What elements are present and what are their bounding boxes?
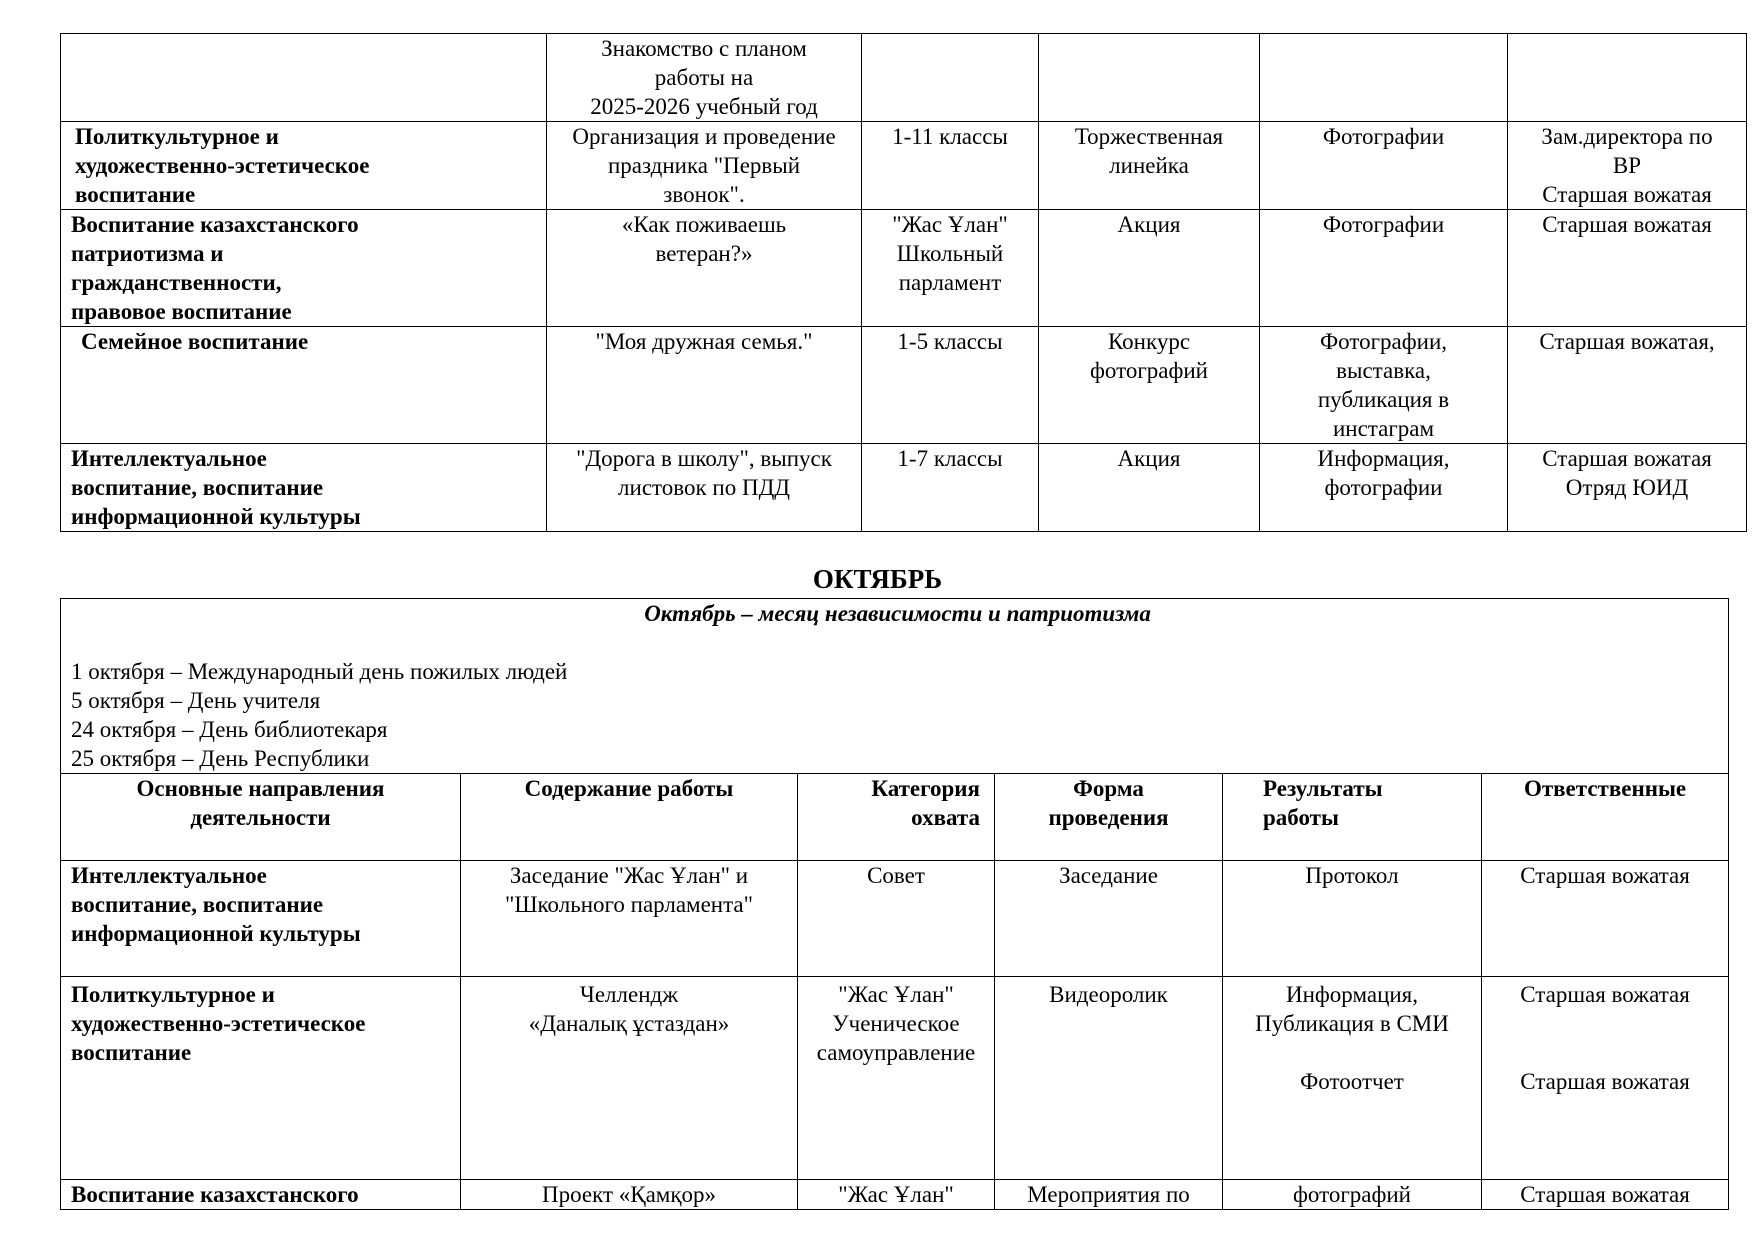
spacer xyxy=(71,628,1724,657)
table-row xyxy=(61,1180,1729,1210)
content-cell: Заседание "Жас Ұлан" и "Школьного парламента" xyxy=(461,861,798,977)
content-cell: Организация и проведение праздника "Первый звонок". xyxy=(547,122,862,210)
table-row xyxy=(61,122,1747,210)
direction-cell: Интеллектуальное воспитание, воспитание информационной культуры xyxy=(61,444,547,532)
header-responsible: Ответственные xyxy=(1482,774,1729,861)
form-cell: Конкурс фотографий xyxy=(1039,327,1260,444)
direction-cell: Интеллектуальное воспитание, воспитание информационной культуры xyxy=(61,861,461,977)
category-cell: "Жас Ұлан" Школьный парламент xyxy=(862,210,1039,327)
direction-cell: Политкультурное и художественно-эстетическое воспитание xyxy=(61,122,547,210)
category-cell: 1-5 классы xyxy=(862,327,1039,444)
result-cell: Информация, Публикация в СМИ Фотоотчет xyxy=(1223,977,1482,1180)
category-cell xyxy=(862,34,1039,122)
header-row xyxy=(61,774,1729,861)
month-intro-row xyxy=(61,599,1729,774)
form-cell xyxy=(1039,34,1260,122)
form-cell: Акция xyxy=(1039,444,1260,532)
date-line: 1 октября – Международный день пожилых людей xyxy=(71,659,568,684)
category-cell: 1-7 классы xyxy=(862,444,1039,532)
form-cell: Заседание xyxy=(995,861,1223,977)
responsible-cell: Старшая вожатая Старшая вожатая xyxy=(1482,977,1729,1180)
header-content: Содержание работы xyxy=(461,774,798,861)
result-cell xyxy=(1260,34,1508,122)
header-result: Результаты работы xyxy=(1223,774,1482,861)
table-row xyxy=(61,861,1729,977)
result-cell: Фотографии, выставка, публикация в инстаграм xyxy=(1260,327,1508,444)
month-title: ОКТЯБРЬ xyxy=(812,564,943,594)
content-cell: "Дорога в школу", выпуск листовок по ПДД xyxy=(547,444,862,532)
content-cell: Знакомство с планом работы на 2025-2026 учебный год xyxy=(547,34,862,122)
form-cell: Торжественная линейка xyxy=(1039,122,1260,210)
month-intro-cell xyxy=(61,599,1729,774)
september-plan-table xyxy=(60,33,1747,532)
form-cell: Мероприятия по xyxy=(995,1180,1223,1210)
direction-cell: Воспитание казахстанского патриотизма и гражданственности, правовое воспитание xyxy=(61,210,547,327)
responsible-cell: Старшая вожатая, xyxy=(1508,327,1747,444)
content-cell: «Как поживаешь ветеран?» xyxy=(547,210,862,327)
table-row xyxy=(61,977,1729,1180)
direction-cell: Семейное воспитание xyxy=(61,327,547,444)
content-cell: Проект «Қамқор» xyxy=(461,1180,798,1210)
responsible-cell: Старшая вожатая xyxy=(1482,861,1729,977)
date-line: 25 октября – День Республики xyxy=(71,746,370,771)
table-row xyxy=(61,327,1747,444)
header-form: Форма проведения xyxy=(995,774,1223,861)
direction-cell: Воспитание казахстанского xyxy=(61,1180,461,1210)
responsible-cell: Зам.директора по ВР Старшая вожатая xyxy=(1508,122,1747,210)
result-cell: Протокол xyxy=(1223,861,1482,977)
october-plan-table xyxy=(60,598,1729,1210)
result-cell: Фотографии xyxy=(1260,122,1508,210)
category-cell: "Жас Ұлан" xyxy=(798,1180,995,1210)
date-line: 5 октября – День учителя xyxy=(71,688,321,713)
header-category: Категория охвата xyxy=(798,774,995,861)
result-cell: фотографий xyxy=(1223,1180,1482,1210)
category-cell: 1-11 классы xyxy=(862,122,1039,210)
result-cell: Информация, фотографии xyxy=(1260,444,1508,532)
category-cell: "Жас Ұлан" Ученическое самоуправление xyxy=(798,977,995,1180)
responsible-cell: Старшая вожатая xyxy=(1482,1180,1729,1210)
responsible-cell: Старшая вожатая xyxy=(1508,210,1747,327)
form-cell: Акция xyxy=(1039,210,1260,327)
category-cell: Совет xyxy=(798,861,995,977)
content-cell: "Моя дружная семья." xyxy=(547,327,862,444)
table-row xyxy=(61,34,1747,122)
month-subtitle: Октябрь – месяц независимости и патриотизма xyxy=(644,601,1151,626)
responsible-cell: Старшая вожатая Отряд ЮИД xyxy=(1508,444,1747,532)
table-row xyxy=(61,444,1747,532)
date-line: 24 октября – День библиотекаря xyxy=(71,717,388,742)
responsible-cell xyxy=(1508,34,1747,122)
result-cell: Фотографии xyxy=(1260,210,1508,327)
form-cell: Видеоролик xyxy=(995,977,1223,1180)
direction-cell xyxy=(61,34,547,122)
table-row xyxy=(61,210,1747,327)
content-cell: Челлендж «Даналық ұстаздан» xyxy=(461,977,798,1180)
direction-cell: Политкультурное и художественно-эстетическое воспитание xyxy=(61,977,461,1180)
header-direction: Основные направления деятельности xyxy=(61,774,461,861)
